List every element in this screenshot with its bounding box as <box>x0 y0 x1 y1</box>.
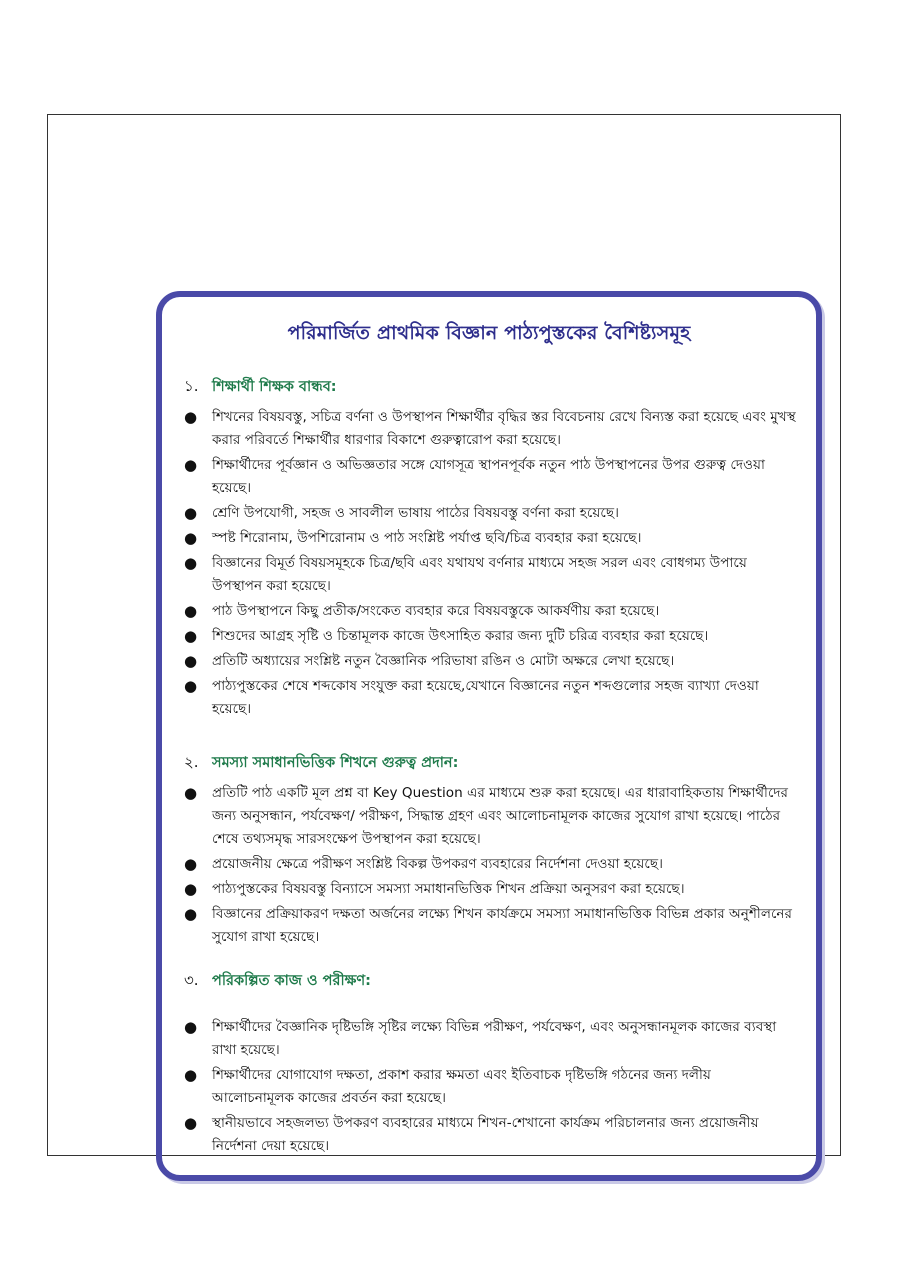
list-item-text: শ্রেণি উপযোগী, সহজ ও সাবলীল ভাষায় পাঠের বিষয়বস্তু বর্ণনা করা হয়েছে। <box>212 505 619 521</box>
list-item <box>184 502 796 525</box>
bullet-icon: ● <box>184 1114 198 1132</box>
bullet-icon: ● <box>184 784 198 802</box>
list-item <box>184 878 796 901</box>
list-item-text: শিক্ষার্থীদের বৈজ্ঞানিক দৃষ্টিভঙ্গি সৃষ্টির লক্ষ্যে বিভিন্ন পরীক্ষণ, পর্যবেক্ষণ, এবং অনুসন্ধানমূলক কাজের ব্যবস্থা রাখা হয়েছে। <box>212 1019 777 1058</box>
features-content <box>184 375 796 1160</box>
list-item-text: স্পষ্ট শিরোনাম, উপশিরোনাম ও পাঠ সংশ্লিষ্ট পর্যাপ্ত ছবি/চিত্র ব্যবহার করা হয়েছে। <box>212 530 642 546</box>
list-item-text: স্থানীয়ভাবে সহজলভ্য উপকরণ ব্যবহারের মাধ্যমে শিখন-শেখানো কার্যক্রম পরিচালনার জন্য প্রয়োজনীয় নির্দেশনা দেয়া হয়েছে। <box>212 1115 759 1154</box>
section-learner-teacher-friendly <box>184 375 796 721</box>
list-item <box>184 552 796 598</box>
section-number: ৩. <box>184 971 199 989</box>
bullet-list <box>184 782 796 949</box>
section-title: শিক্ষার্থী শিক্ষক বান্ধব: <box>212 379 337 395</box>
list-item <box>184 600 796 623</box>
list-item <box>184 1064 796 1110</box>
bullet-icon: ● <box>184 529 198 547</box>
list-item <box>184 1016 796 1062</box>
list-item-text: পাঠ উপস্থাপনে কিছু প্রতীক/সংকেত ব্যবহার করে বিষয়বস্তুকে আকর্ষণীয় করা হয়েছে। <box>212 603 660 619</box>
bullet-icon: ● <box>184 880 198 898</box>
list-item <box>184 903 796 949</box>
section-title: সমস্যা সমাধানভিত্তিক শিখনে গুরুত্ব প্রদান: <box>212 755 459 771</box>
list-item <box>184 782 796 851</box>
section-heading <box>184 969 796 994</box>
list-item <box>184 454 796 500</box>
list-item <box>184 650 796 673</box>
list-item <box>184 1112 796 1158</box>
list-item-text: বিজ্ঞানের প্রক্রিয়াকরণ দক্ষতা অর্জনের লক্ষ্যে শিখন কার্যক্রমে সমস্যা সমাধানভিত্তিক বিভিন্ন প্রকার অনুশীলনের সুযোগ রাখা হয়েছে। <box>212 906 793 945</box>
bullet-icon: ● <box>184 905 198 923</box>
bullet-list <box>184 1016 796 1158</box>
list-item-text: বিজ্ঞানের বিমূর্ত বিষয়সমূহকে চিত্র/ছবি এবং যথাযথ বর্ণনার মাধ্যমে সহজ সরল এবং বোধগম্য উপায়ে উপস্থাপন করা হয়েছে। <box>212 555 747 594</box>
bullet-icon: ● <box>184 652 198 670</box>
bullet-icon: ● <box>184 408 198 426</box>
section-number: ২. <box>184 753 199 771</box>
section-heading <box>184 375 796 400</box>
list-item <box>184 853 796 876</box>
list-item-text: প্রতিটি অধ্যায়ের সংশ্লিষ্ট নতুন বৈজ্ঞানিক পরিভাষা রঙিন ও মোটা অক্ষরে লেখা হয়েছে। <box>212 653 675 669</box>
bullet-icon: ● <box>184 1066 198 1084</box>
bullet-icon: ● <box>184 456 198 474</box>
list-item <box>184 406 796 452</box>
list-item <box>184 625 796 648</box>
list-item-text: শিক্ষার্থীদের যোগাযোগ দক্ষতা, প্রকাশ করার ক্ষমতা এবং ইতিবাচক দৃষ্টিভঙ্গি গঠনের জন্য দলীয় আলোচনামূলক কাজের প্রবর্তন করা হয়েছে। <box>212 1067 711 1106</box>
section-title: পরিকল্পিত কাজ ও পরীক্ষণ: <box>212 973 371 989</box>
section-heading <box>184 751 796 776</box>
list-item-text: পাঠ্যপুস্তকের শেষে শব্দকোষ সংযুক্ত করা হয়েছে,যেখানে বিজ্ঞানের নতুন শব্দগুলোর সহজ ব্যাখ্যা দেওয়া হয়েছে। <box>212 678 759 717</box>
bullet-icon: ● <box>184 677 198 695</box>
list-item-text: শিশুদের আগ্রহ সৃষ্টি ও চিন্তামূলক কাজে উৎসাহিত করার জন্য দুটি চরিত্র ব্যবহার করা হয়েছে। <box>212 628 709 644</box>
bullet-icon: ● <box>184 602 198 620</box>
section-problem-solving-learning <box>184 751 796 949</box>
section-planned-work-experiments <box>184 969 796 1158</box>
list-item-text: প্রয়োজনীয় ক্ষেত্রে পরীক্ষণ সংশ্লিষ্ট বিকল্প উপকরণ ব্যবহারের নির্দেশনা দেওয়া হয়েছে। <box>212 856 663 872</box>
bullet-icon: ● <box>184 504 198 522</box>
features-box <box>156 291 822 1181</box>
page-frame <box>47 114 841 1156</box>
page-title: পরিমার্জিত প্রাথমিক বিজ্ঞান পাঠ্যপুস্তকের বৈশিষ্ট্যসমূহ <box>287 322 691 344</box>
list-item-text: পাঠ্যপুস্তকের বিষয়বস্তু বিন্যাসে সমস্যা সমাধানভিত্তিক শিখন প্রক্রিয়া অনুসরণ করা হয়েছে। <box>212 881 685 897</box>
section-number: ১. <box>184 377 199 395</box>
list-item <box>184 527 796 550</box>
bullet-list <box>184 406 796 721</box>
list-item-text: প্রতিটি পাঠ একটি মূল প্রশ্ন বা Key Question এর মাধ্যমে শুরু করা হয়েছে। এর ধারাবাহিকতায় শিক্ষার্থীদের জন্য অনুসন্ধান, পর্যবেক্ষণ/ পরীক্ষণ, সিদ্ধান্ত গ্রহণ এবং আলোচনামূলক কাজের সুযোগ রাখা হয়েছে। পাঠের শেষে তথ্যসমৃদ্ধ সারসংক্ষেপ উপস্থাপন করা হয়েছে। <box>212 785 789 847</box>
list-item-text: শিক্ষার্থীদের পূর্বজ্ঞান ও অভিজ্ঞতার সঙ্গে যোগসূত্র স্থাপনপূর্বক নতুন পাঠ উপস্থাপনের উপর গুরুত্ব দেওয়া হয়েছে। <box>212 457 765 496</box>
bullet-icon: ● <box>184 1018 198 1036</box>
bullet-icon: ● <box>184 627 198 645</box>
bullet-icon: ● <box>184 554 198 572</box>
bullet-icon: ● <box>184 855 198 873</box>
list-item-text: শিখনের বিষয়বস্তু, সচিত্র বর্ণনা ও উপস্থাপন শিক্ষার্থীর বৃদ্ধির স্তর বিবেচনায় রেখে বিন্যস্ত করা হয়েছে এবং মুখস্থ করার পরিবর্তে শিক্ষার্থীর ধারণার বিকাশে গুরুত্বারোপ করা হয়েছে। <box>212 409 796 448</box>
list-item <box>184 675 796 721</box>
